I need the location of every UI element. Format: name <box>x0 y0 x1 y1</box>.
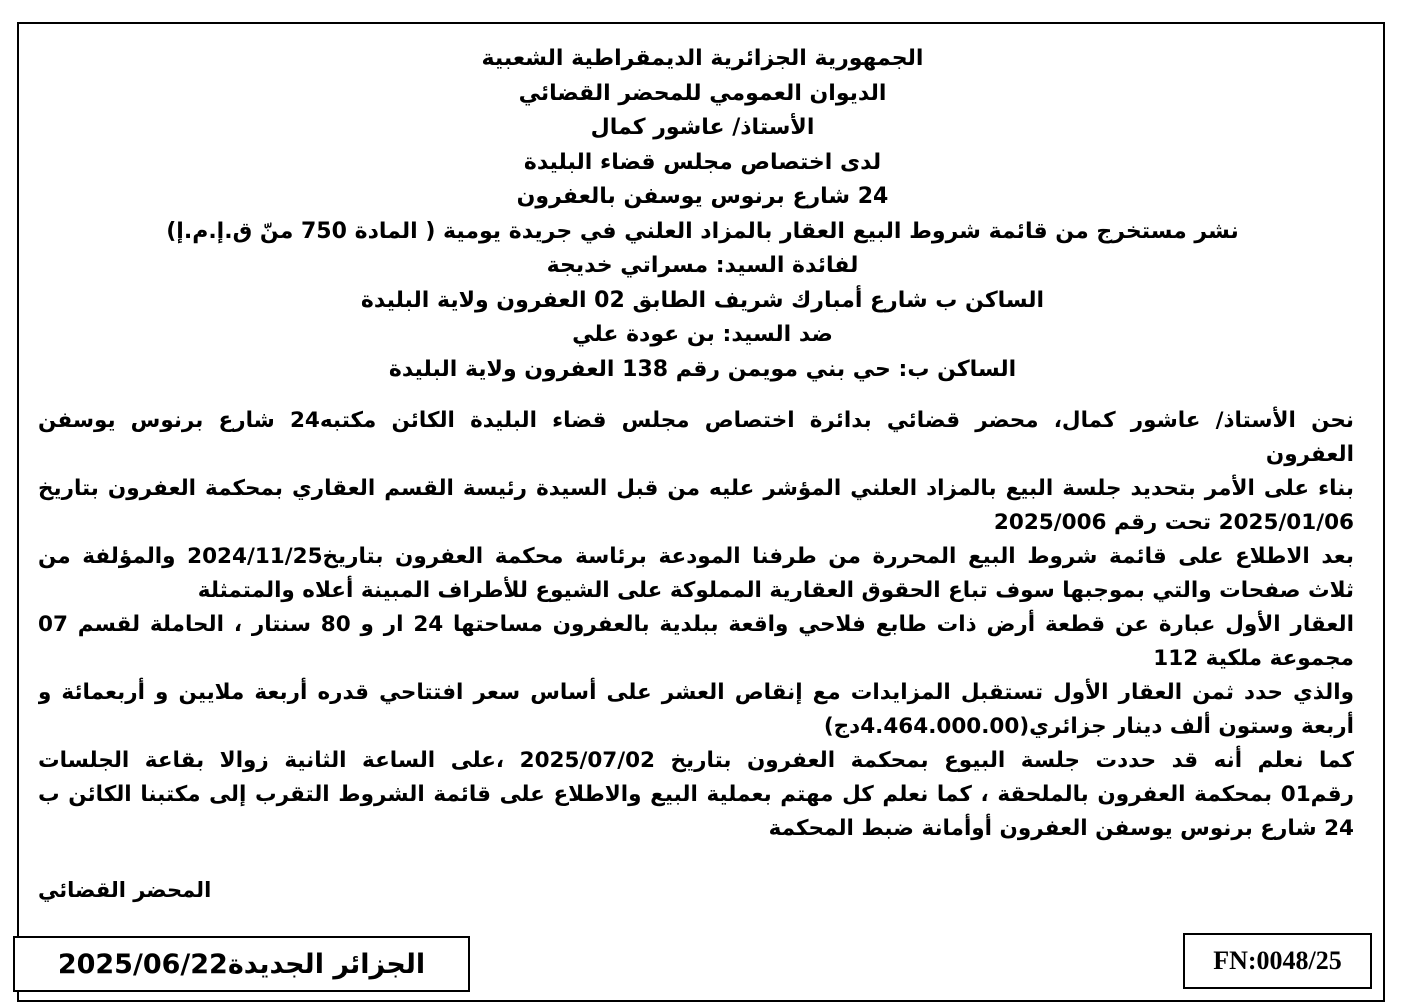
header-line-office: الديوان العمومي للمحضر القضائي <box>518 80 887 106</box>
body-line: ثلاث صفحات والتي بموجبها سوف تباع الحقوق العقارية المملوكة على الشيوع للأطراف المبينة أعلاه والمتمثلة <box>197 578 1354 603</box>
header-line-defendant: ضد السيد: بن عودة علي <box>572 322 833 347</box>
body-line: مجموعة ملكية 112 <box>1153 646 1354 671</box>
notice-header <box>30 42 1375 387</box>
header-line-jurisdiction: لدى اختصاص مجلس قضاء البليدة <box>523 149 882 175</box>
body-line: بعد الاطلاع على قائمة شروط البيع المحررة من طرفنا المودعة برئاسة محكمة العفرون بتاريخ2024/11/25 والمؤلفة من <box>38 544 1354 569</box>
body-line: العفرون <box>1265 442 1354 467</box>
body-line: 24 شارع برنوس يوسفن العفرون أوأمانة ضبط المحكمة <box>768 816 1354 841</box>
header-line-bailiff: الأستاذ/ عاشور كمال <box>590 115 815 140</box>
newspaper-stamp: الجزائر الجديدة2025/06/22 <box>13 936 470 992</box>
body-line: كما نعلم أنه قد حددت جلسة البيوع بمحكمة العفرون بتاريخ 2025/07/02 ،على الساعة الثانية زوالا بقاعة الجلسات <box>38 748 1354 773</box>
header-line-beneficiary: لفائدة السيد: مسراتي خديجة <box>546 253 859 278</box>
body-line: 2025/01/06 تحت رقم 2025/006 <box>993 510 1354 535</box>
signature: المحضر القضائي <box>38 878 212 902</box>
body-line: والذي حدد ثمن العقار الأول تستقبل المزايدات مع إنقاص العشر على أساس سعر افتتاحي قدره أربعة ملايين و أربعمائة و <box>38 680 1354 705</box>
header-line-country: الجمهورية الجزائرية الديمقراطية الشعبية <box>481 46 924 71</box>
body-line: بناء على الأمر بتحديد جلسة البيع بالمزاد العلني المؤشر عليه من قبل السيدة رئيسة القسم العقاري بمحكمة العفرون بتاريخ <box>38 476 1354 501</box>
header-line-subject: نشر مستخرج من قائمة شروط البيع العقار بالمزاد العلني في جريدة يومية ( المادة 750 منّ ق.إ.م.إ) <box>166 218 1239 244</box>
notice-body <box>38 404 1354 846</box>
header-line-beneficiary-address: الساكن ب شارع أمبارك شريف الطابق 02 العفرون ولاية البليدة <box>360 287 1045 313</box>
header-line-address: 24 شارع برنوس يوسفن بالعفرون <box>516 184 889 209</box>
header-line-defendant-address: الساكن ب: حي بني مويمن رقم 138 العفرون ولاية البليدة <box>388 356 1017 382</box>
body-line: رقم01 بمحكمة العفرون بالملحقة ، كما نعلم كل مهتم بعملية البيع والاطلاع على قائمة الشروط التقرب إلى مكتبنا الكائن ب <box>38 782 1354 807</box>
body-line: العقار الأول عبارة عن قطعة أرض ذات طابع فلاحي واقعة ببلدية بالعفرون مساحتها 24 ار و 80 سنتار ، الحاملة لقسم 07 <box>38 612 1354 637</box>
body-line: نحن الأستاذ/ عاشور كمال، محضر قضائي بدائرة اختصاص مجلس قضاء البليدة الكائن مكتبه24 شارع برنوس يوسفن <box>38 408 1354 433</box>
file-number: FN:0048/25 <box>1183 933 1372 989</box>
body-line: أربعة وستون ألف دينار جزائري(4.464.000.00دج) <box>823 714 1354 739</box>
